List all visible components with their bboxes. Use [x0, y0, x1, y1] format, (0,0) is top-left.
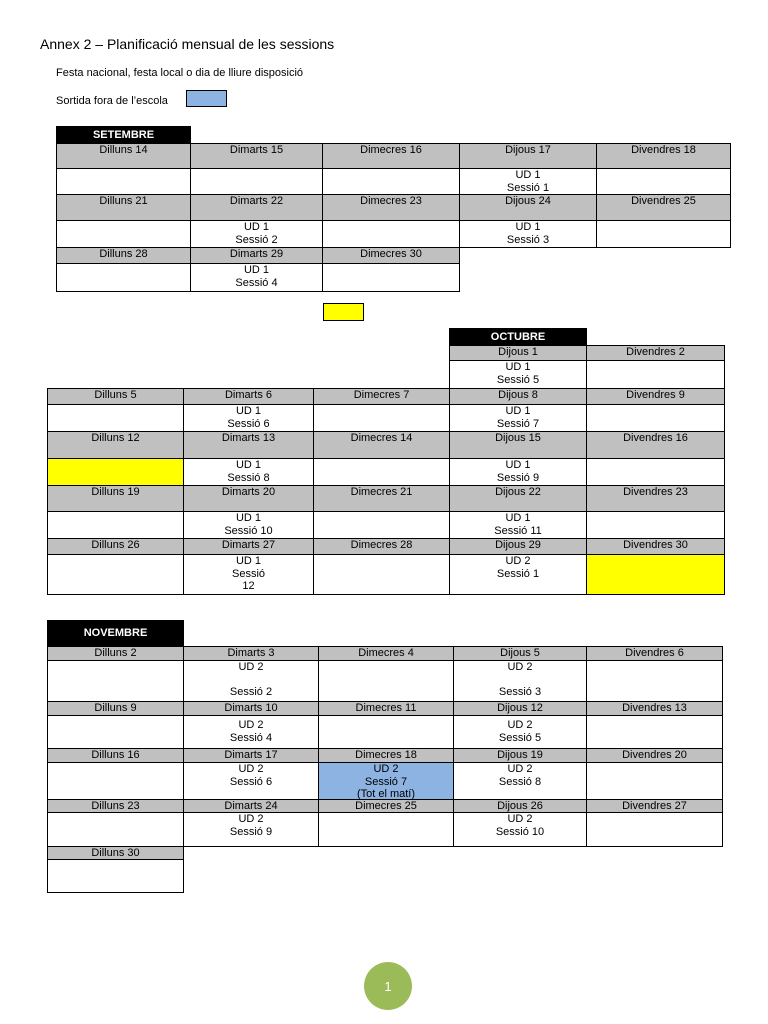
- session-cell: UD 2 Sessió 6: [183, 762, 319, 800]
- day-header: Dimecres 25: [318, 799, 454, 813]
- day-header: Dimecres 14: [313, 431, 450, 459]
- day-header: Dimecres 4: [318, 646, 454, 661]
- session-cell: [586, 812, 723, 847]
- day-header: Dimecres 23: [322, 194, 460, 221]
- day-header: Dijous 1: [449, 345, 587, 361]
- session-cell: UD 1 Sessió 2: [190, 220, 323, 248]
- session-cell: UD 1 Sessió 11: [449, 511, 587, 539]
- session-cell: UD 1 Sessió 7: [449, 404, 587, 432]
- day-header: Dijous 12: [453, 701, 587, 716]
- session-cell: [586, 360, 725, 389]
- session-cell: [47, 511, 184, 539]
- day-header: Dimecres 18: [318, 748, 454, 763]
- outing-cell: UD 2 Sessió 7 (Tot el matí): [318, 762, 454, 800]
- legend-outing-text: Sortida fora de l’escola: [56, 95, 168, 107]
- session-cell: [318, 715, 454, 749]
- month-label-octubre: OCTUBRE: [449, 328, 587, 345]
- day-header: Dilluns 5: [47, 388, 184, 405]
- session-cell: UD 2 Sessió 1: [449, 554, 587, 595]
- session-cell: [586, 511, 725, 539]
- session-cell: UD 2 Sessió 2: [183, 660, 319, 702]
- session-cell: [586, 762, 723, 800]
- day-header: Dilluns 14: [56, 143, 191, 169]
- session-cell: [322, 168, 460, 195]
- session-cell: UD 1 Sessió 10: [183, 511, 314, 539]
- page-title: Annex 2 – Planificació mensual de les sessions: [40, 36, 335, 52]
- day-header: Dijous 22: [449, 485, 587, 512]
- day-header: Dilluns 21: [56, 194, 191, 221]
- legend-holiday-text: Festa nacional, festa local o dia de lliure disposició: [56, 67, 304, 79]
- session-cell: [313, 511, 450, 539]
- day-header: Dilluns 23: [47, 799, 184, 813]
- session-cell: [318, 660, 454, 702]
- month-label-novembre: NOVEMBRE: [47, 620, 184, 646]
- day-header: Divendres 13: [586, 701, 723, 716]
- day-header: Dimarts 17: [183, 748, 319, 763]
- day-header: Dijous 24: [459, 194, 597, 221]
- session-cell: [322, 263, 460, 292]
- day-header: Dijous 5: [453, 646, 587, 661]
- session-cell: [313, 458, 450, 486]
- day-header: Dijous 29: [449, 538, 587, 555]
- session-cell: [47, 812, 184, 847]
- session-cell: [313, 404, 450, 432]
- session-cell: UD 1 Sessió 4: [190, 263, 323, 292]
- day-header: Dimarts 15: [190, 143, 323, 169]
- day-header: Dilluns 30: [47, 846, 184, 860]
- day-header: Divendres 6: [586, 646, 723, 661]
- day-header: Dilluns 2: [47, 646, 184, 661]
- day-header: Dimarts 20: [183, 485, 314, 512]
- session-cell: [586, 458, 725, 486]
- day-header: Divendres 27: [586, 799, 723, 813]
- day-header: Dimarts 10: [183, 701, 319, 716]
- holiday-cell: [47, 458, 184, 486]
- day-header: Dimarts 27: [183, 538, 314, 555]
- session-cell: UD 2 Sessió 9: [183, 812, 319, 847]
- day-header: Dimarts 6: [183, 388, 314, 405]
- session-cell: UD 2 Sessió 4: [183, 715, 319, 749]
- day-header: Dilluns 28: [56, 247, 191, 264]
- session-cell: [586, 660, 723, 702]
- session-cell: [313, 554, 450, 595]
- session-cell: UD 2 Sessió 10: [453, 812, 587, 847]
- day-header: Dijous 15: [449, 431, 587, 459]
- session-cell: [56, 263, 191, 292]
- day-header: Divendres 18: [596, 143, 731, 169]
- day-header: Dilluns 16: [47, 748, 184, 763]
- page-number: 1: [364, 962, 412, 1010]
- day-header: Dimecres 16: [322, 143, 460, 169]
- day-header: Divendres 16: [586, 431, 725, 459]
- session-cell: [47, 715, 184, 749]
- day-header: Dimarts 22: [190, 194, 323, 221]
- day-header: Dimarts 29: [190, 247, 323, 264]
- session-cell: [318, 812, 454, 847]
- day-header: Divendres 25: [596, 194, 731, 221]
- day-header: Divendres 30: [586, 538, 725, 555]
- day-header: Dimecres 30: [322, 247, 460, 264]
- day-header: Dimarts 13: [183, 431, 314, 459]
- day-header: Dijous 19: [453, 748, 587, 763]
- session-cell: UD 2 Sessió 3: [453, 660, 587, 702]
- session-cell: [47, 554, 184, 595]
- day-header: Divendres 20: [586, 748, 723, 763]
- session-cell: [47, 762, 184, 800]
- session-cell: UD 1 Sessió 5: [449, 360, 587, 389]
- session-cell: [47, 660, 184, 702]
- session-cell: UD 2 Sessió 8: [453, 762, 587, 800]
- session-cell: UD 1 Sessió 8: [183, 458, 314, 486]
- day-header: Dilluns 19: [47, 485, 184, 512]
- legend-holiday-swatch: [323, 303, 364, 321]
- session-cell: UD 1 Sessió 1: [459, 168, 597, 195]
- day-header: Dilluns 12: [47, 431, 184, 459]
- day-header: Dilluns 26: [47, 538, 184, 555]
- session-cell: UD 1 Sessió 3: [459, 220, 597, 248]
- day-header: Dimecres 11: [318, 701, 454, 716]
- session-cell: UD 1 Sessió 6: [183, 404, 314, 432]
- session-cell: [586, 715, 723, 749]
- day-header: Dilluns 9: [47, 701, 184, 716]
- session-cell: [56, 220, 191, 248]
- session-cell: UD 1 Sessió 12: [183, 554, 314, 595]
- day-header: Dimarts 24: [183, 799, 319, 813]
- session-cell: UD 1 Sessió 9: [449, 458, 587, 486]
- session-cell: [190, 168, 323, 195]
- legend-outing-swatch: [186, 90, 227, 107]
- session-cell: [596, 220, 731, 248]
- session-cell: [596, 168, 731, 195]
- day-header: Dimarts 3: [183, 646, 319, 661]
- day-header: Dijous 8: [449, 388, 587, 405]
- session-cell: [322, 220, 460, 248]
- day-header: Divendres 2: [586, 345, 725, 361]
- session-cell: [47, 404, 184, 432]
- day-header: Divendres 23: [586, 485, 725, 512]
- day-header: Divendres 9: [586, 388, 725, 405]
- day-header: Dijous 26: [453, 799, 587, 813]
- day-header: Dimecres 28: [313, 538, 450, 555]
- holiday-cell: [586, 554, 725, 595]
- day-header: Dimecres 7: [313, 388, 450, 405]
- session-cell: [47, 859, 184, 893]
- day-header: Dijous 17: [459, 143, 597, 169]
- session-cell: UD 2 Sessió 5: [453, 715, 587, 749]
- session-cell: [586, 404, 725, 432]
- session-cell: [56, 168, 191, 195]
- day-header: Dimecres 21: [313, 485, 450, 512]
- month-label-setembre: SETEMBRE: [56, 126, 191, 143]
